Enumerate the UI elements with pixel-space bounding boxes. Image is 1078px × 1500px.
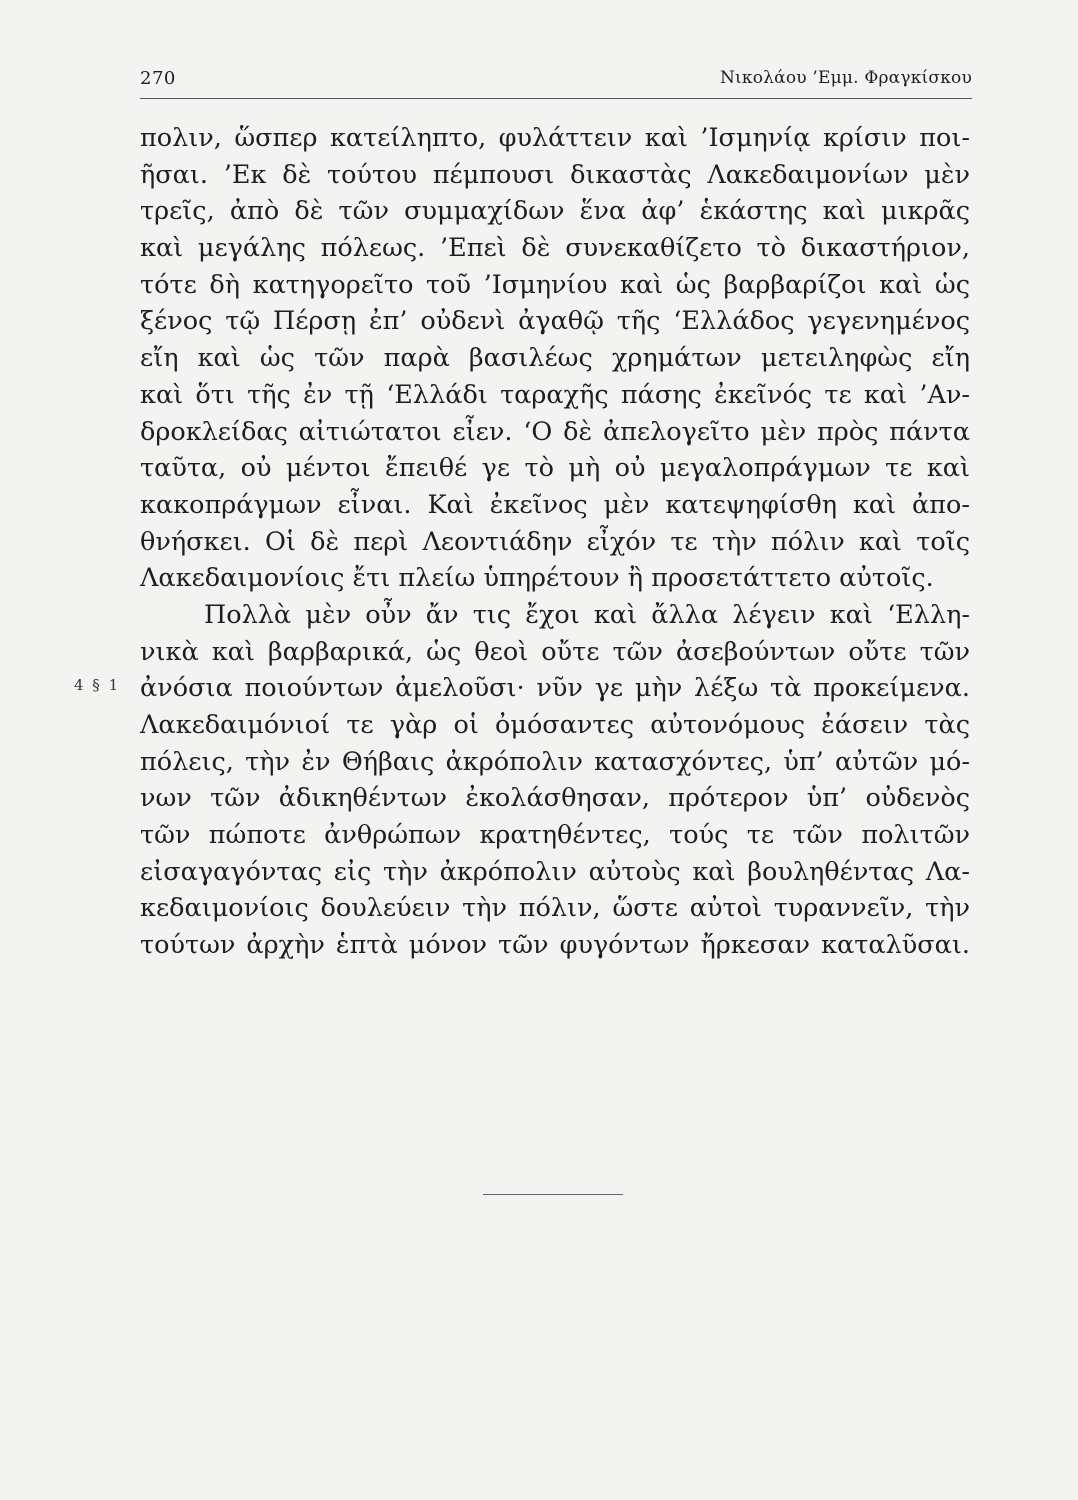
- text-line: καὶ ὅτι τῆς ἐν τῇ ‘Ελλάδι ταραχῆς πάσης ἐκεῖνός τε καὶ ’Αν-: [140, 379, 970, 410]
- page-header: [140, 64, 972, 98]
- text-line: τῶν πώποτε ἀνθρώπων κρατηθέντες, τούς τε τῶν πολιτῶν: [140, 820, 970, 851]
- running-head: Νικολάου ’Εμμ. Φραγκίσκου: [719, 68, 972, 88]
- header-rule: [140, 98, 972, 99]
- body-text: [140, 120, 970, 964]
- footer-rule: [483, 1194, 623, 1195]
- text-line: ταῦτα, οὐ μέντοι ἔπειθέ γε τὸ μὴ οὐ μεγαλοπράγμων τε καὶ: [140, 453, 970, 484]
- text-line: τότε δὴ κατηγορεῖτο τοῦ ’Ισμηνίου καὶ ὡς βαρβαρίζοι καὶ ὡς: [140, 269, 970, 300]
- text-line: ξένος τῷ Πέρσῃ ἐπ’ οὐδενὶ ἀγαθῷ τῆς ‘Ελλάδος γεγενημένος: [140, 306, 970, 337]
- text-line: Λακεδαιμόνιοί τε γὰρ οἱ ὀμόσαντες αὐτονόμους ἐάσειν τὰς: [140, 710, 970, 740]
- text-line: πολιν, ὥσπερ κατείληπτο, φυλάττειν καὶ ’Ισμηνίᾳ κρίσιν ποι-: [140, 123, 970, 153]
- text-line: Λακεδαιμονίοις ἔτι πλείω ὑπηρέτουν ἢ προσετάττετο αὐτοῖς.: [140, 563, 934, 594]
- text-line: θνήσκει. Οἱ δὲ περὶ Λεοντιάδην εἶχόν τε τὴν πόλιν καὶ τοῖς: [140, 526, 970, 557]
- text-line: νικὰ καὶ βαρβαρικά, ὡς θεοὶ οὔτε τῶν ἀσεβούντων οὔτε τῶν: [140, 636, 970, 667]
- text-line: δροκλείδας αἰτιώτατοι εἶεν. ‘Ο δὲ ἀπελογεῖτο μὲν πρὸς πάντα: [140, 416, 970, 447]
- text-line: κεδαιμονίοις δουλεύειν τὴν πόλιν, ὥστε αὐτοὶ τυραννεῖν, τὴν: [140, 893, 970, 924]
- paragraph-start-line: Πολλὰ μὲν οὖν ἄν τις ἔχοι καὶ ἄλλα λέγειν καὶ ‘Ελλη-: [204, 599, 970, 630]
- text-line: καὶ μεγάλης πόλεως. ’Επεὶ δὲ συνεκαθίζετο τὸ δικαστήριον,: [140, 233, 970, 264]
- text-line: πόλεις, τὴν ἐν Θήβαις ἀκρόπολιν κατασχόντες, ὑπ’ αὐτῶν μό-: [140, 746, 970, 777]
- text-line: ἀνόσια ποιούντων ἀμελοῦσι· νῦν γε μὴν λέξω τὰ προκείμενα.: [140, 673, 970, 704]
- page-number: 270: [140, 68, 176, 89]
- text-line: τρεῖς, ἀπὸ δὲ τῶν συμμαχίδων ἕνα ἀφ’ ἑκάστης καὶ μικρᾶς: [140, 196, 970, 227]
- text-line: νων τῶν ἀδικηθέντων ἐκολάσθησαν, πρότερον ὑπ’ οὐδενὸς: [140, 783, 970, 814]
- margin-section-reference: 4 § 1: [74, 676, 121, 694]
- text-line: ῆσαι. ’Εκ δὲ τούτου πέμπουσι δικαστὰς Λακεδαιμονίων μὲν: [140, 159, 970, 190]
- text-line: κακοπράγμων εἶναι. Καὶ ἐκεῖνος μὲν κατεψηφίσθη καὶ ἀπο-: [140, 489, 970, 520]
- text-line: εἰσαγαγόντας εἰς τὴν ἀκρόπολιν αὐτοὺς καὶ βουληθέντας Λα-: [140, 856, 970, 887]
- text-line: εἴη καὶ ὡς τῶν παρὰ βασιλέως χρημάτων μετειληφὼς εἴη: [140, 343, 970, 374]
- text-line: τούτων ἀρχὴν ἑπτὰ μόνον τῶν φυγόντων ἤρκεσαν καταλῦσαι.: [140, 930, 970, 961]
